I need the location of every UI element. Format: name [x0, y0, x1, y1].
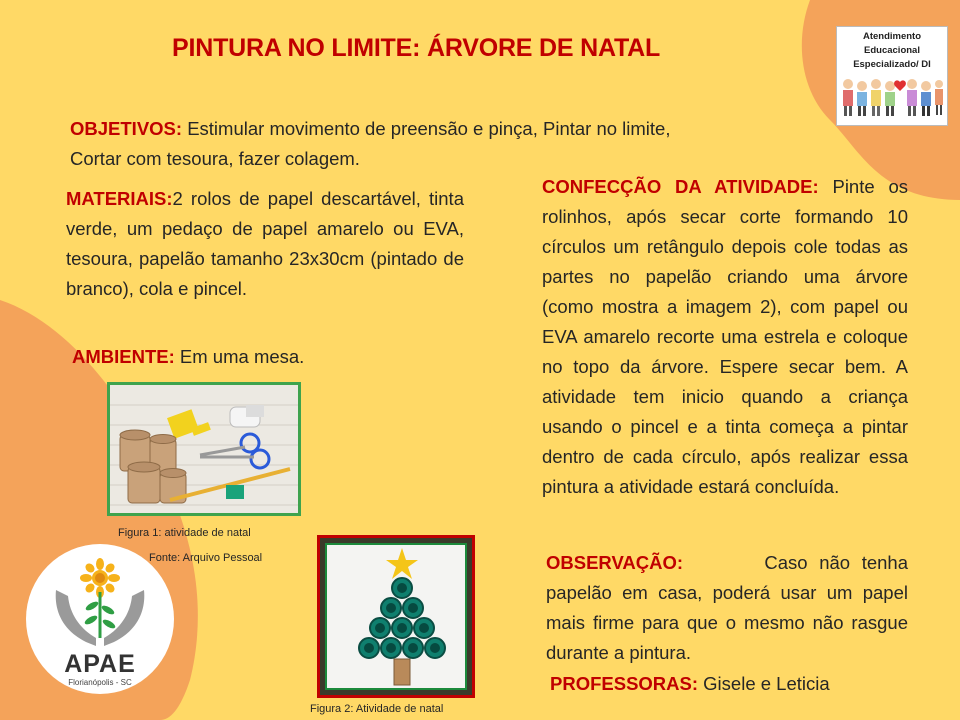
objetivos-line1: Estimular movimento de preensão e pinça, Pintar no limite,	[187, 118, 671, 139]
apae-logo	[26, 544, 174, 694]
professoras-text: Gisele e Leticia	[703, 673, 830, 694]
observacao-block	[546, 548, 908, 668]
aee-badge-line2: Educacional	[864, 45, 920, 56]
materials-photo-illustration	[110, 385, 298, 513]
aee-badge	[836, 26, 948, 126]
observacao-label: OBSERVAÇÃO:	[546, 552, 684, 573]
materiais-text: 2 rolos de papel descartável, tinta verde, um pedaço de papel amarelo ou EVA, tesoura, papelão tamanho 23x30cm (pintado de branco), cola e pincel.	[66, 188, 464, 299]
page-title: PINTURA NO LIMITE: ÁRVORE DE NATAL	[172, 34, 661, 62]
materiais-label: MATERIAIS:	[66, 188, 173, 209]
professoras-block	[550, 669, 830, 699]
figura1-photo	[107, 382, 301, 516]
figura1-caption: Figura 1: atividade de natal	[118, 527, 251, 539]
objetivos-line2: Cortar com tesoura, fazer colagem.	[70, 148, 360, 169]
ambiente-block	[72, 342, 304, 372]
observacao-text: Caso não tenha papelão em casa, poderá usar um papel mais firme para que o mesmo não rasgue durante a pintura.	[546, 552, 908, 663]
figura1-source: Fonte: Arquivo Pessoal	[149, 552, 263, 564]
children-illustration-icon	[840, 74, 944, 118]
figura2-caption: Figura 2: Atividade de natal	[310, 703, 444, 715]
materiais-block	[66, 184, 464, 304]
aee-badge-line1: Atendimento	[862, 31, 922, 42]
objetivos-block	[70, 114, 810, 174]
confeccao-block	[542, 172, 908, 502]
ambiente-label: AMBIENTE:	[72, 346, 175, 367]
aee-badge-line3: Especializado/ DI	[853, 59, 931, 70]
apae-logo-name: APAE	[64, 650, 136, 678]
christmas-tree-illustration	[320, 538, 472, 695]
figura2-photo	[317, 535, 475, 698]
apae-flower-hands-icon	[26, 550, 174, 660]
confeccao-text: Pinte os rolinhos, após secar corte formando 10 círculos um retângulo depois cole todas as partes no papelão criando uma árvore (como mostra a imagem 2), com papel ou EVA amarelo recorte uma estrela e coloque no topo da árvore. Espere secar bem. A atividade tem inicio quando a criança usando o pincel e a tinta começa a pintar dentro de cada círculo, após realizar essa pintura a atividade estará concluída.	[542, 176, 908, 497]
ambiente-text: Em uma mesa.	[179, 346, 305, 367]
professoras-label: PROFESSORAS:	[550, 673, 699, 694]
apae-logo-sub: Florianópolis - SC	[68, 678, 132, 687]
objetivos-label: OBJETIVOS:	[70, 118, 183, 139]
confeccao-label: CONFECÇÃO DA ATIVIDADE:	[542, 176, 819, 197]
